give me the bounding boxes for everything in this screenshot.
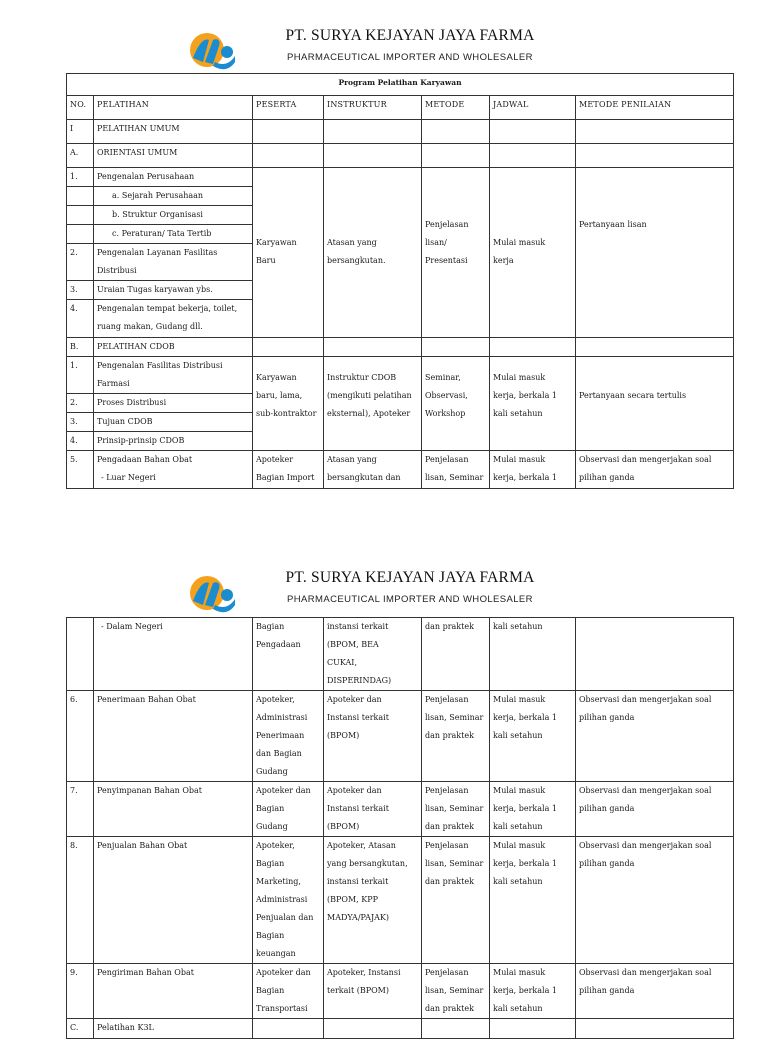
header-pelatihan: PELATIHAN <box>94 96 253 120</box>
training-table-page2 <box>66 617 734 1039</box>
cell-instruktur: instansi terkait (BPOM, BEA CUKAI, DISPERINDAG) <box>324 618 422 691</box>
cell-jadwal: Mulai masuk kerja, berkala 1 kali setahun <box>490 964 576 1019</box>
cell-pelatihan: Penyimpanan Bahan Obat <box>94 782 253 837</box>
table-row <box>67 964 734 1019</box>
section-row <box>67 1019 734 1039</box>
cell-metode: Penjelasan lisan, Seminar dan praktek <box>422 691 490 782</box>
row-number: 4. <box>67 300 94 338</box>
cell-no: 6. <box>67 691 94 782</box>
section-number: B. <box>67 338 94 357</box>
row-subtopic: b. Struktur Organisasi <box>94 206 253 225</box>
company-logo <box>183 32 239 74</box>
cell-instruktur: Apoteker dan Instansi terkait (BPOM) <box>324 782 422 837</box>
header-peserta: PESERTA <box>253 96 324 120</box>
cell-penilaian: Observasi dan mengerjakan soal pilihan ganda <box>576 837 734 964</box>
row-topic: Pengenalan Layanan Fasilitas Distribusi <box>94 244 253 281</box>
cell-instruktur: Atasan yang bersangkutan dan <box>324 451 422 489</box>
section-title: PELATIHAN UMUM <box>94 120 253 144</box>
cell-peserta: Apoteker, Administrasi Penerimaan dan Bagian Gudang <box>253 691 324 782</box>
cell-peserta: Bagian Pengadaan <box>253 618 324 691</box>
cell-penilaian: Observasi dan mengerjakan soal pilihan ganda <box>576 691 734 782</box>
header-instruktur: INSTRUKTUR <box>324 96 422 120</box>
cell-metode: Penjelasan lisan/ Presentasi <box>422 168 490 338</box>
cell-pelatihan: - Dalam Negeri <box>94 618 253 691</box>
cell-jadwal: Mulai masuk kerja, berkala 1 kali setahun <box>490 691 576 782</box>
section-number: A. <box>67 144 94 168</box>
company-name: PT. SURYA KEJAYAN JAYA FARMA <box>285 27 535 44</box>
table-row <box>67 782 734 837</box>
table-row <box>67 451 734 489</box>
section-number: C. <box>67 1019 94 1039</box>
table-caption: Program Pelatihan Karyawan <box>67 74 734 96</box>
row-topic: Proses Distribusi <box>94 394 253 413</box>
logo-blue-dot <box>221 589 233 601</box>
cell-metode: Penjelasan lisan, Seminar dan praktek <box>422 964 490 1019</box>
header-jadwal: JADWAL <box>490 96 576 120</box>
cell-penilaian <box>576 618 734 691</box>
row-number: 3. <box>67 413 94 432</box>
row-subtopic: c. Peraturan/ Tata Tertib <box>94 225 253 244</box>
cell-instruktur: Apoteker, Instansi terkait (BPOM) <box>324 964 422 1019</box>
cell-peserta: Karyawan baru, lama, sub-kontraktor <box>253 357 324 451</box>
company-tagline: PHARMACEUTICAL IMPORTER AND WHOLESALER <box>287 594 533 605</box>
cell-no: 8. <box>67 837 94 964</box>
header-penilaian: METODE PENILAIAN <box>576 96 734 120</box>
table-row <box>67 168 734 187</box>
row-number: 2. <box>67 394 94 413</box>
row-number: 2. <box>67 244 94 281</box>
cell-no <box>67 618 94 691</box>
cell-metode: Penjelasan lisan, Seminar dan praktek <box>422 837 490 964</box>
row-topic: Pengenalan Perusahaan <box>94 168 253 187</box>
cell-pelatihan: Pengiriman Bahan Obat <box>94 964 253 1019</box>
row-number: 4. <box>67 432 94 451</box>
row-topic: Prinsip-prinsip CDOB <box>94 432 253 451</box>
cell-penilaian: Pertanyaan lisan <box>576 168 734 338</box>
section-row <box>67 120 734 144</box>
row-number: 1. <box>67 357 94 394</box>
section-title: PELATIHAN CDOB <box>94 338 253 357</box>
cell-metode: dan praktek <box>422 618 490 691</box>
cell-peserta: Karyawan Baru <box>253 168 324 338</box>
row-subtopic: a. Sejarah Perusahaan <box>94 187 253 206</box>
section-row <box>67 338 734 357</box>
cell-peserta: Apoteker dan Bagian Transportasi <box>253 964 324 1019</box>
cell-pelatihan: Penerimaan Bahan Obat <box>94 691 253 782</box>
row-topic: Pengadaan Bahan Obat - Luar Negeri <box>94 451 253 489</box>
table-row <box>67 618 734 691</box>
cell-instruktur: Apoteker, Atasan yang bersangkutan, instansi terkait (BPOM, KPP MADYA/PAJAK) <box>324 837 422 964</box>
cell-jadwal: kali setahun <box>490 618 576 691</box>
section-title: ORIENTASI UMUM <box>94 144 253 168</box>
cell-penilaian: Observasi dan mengerjakan soal pilihan ganda <box>576 451 734 489</box>
cell-penilaian: Observasi dan mengerjakan soal pilihan ganda <box>576 964 734 1019</box>
cell-jadwal: Mulai masuk kerja, berkala 1 kali setahun <box>490 782 576 837</box>
row-topic: Uraian Tugas karyawan ybs. <box>94 281 253 300</box>
header-metode: METODE <box>422 96 490 120</box>
row-number: 1. <box>67 168 94 187</box>
row-number: 3. <box>67 281 94 300</box>
cell-penilaian: Observasi dan mengerjakan soal pilihan ganda <box>576 782 734 837</box>
cell-instruktur: Instruktur CDOB (mengikuti pelatihan eksternal), Apoteker <box>324 357 422 451</box>
cell-pelatihan: Penjualan Bahan Obat <box>94 837 253 964</box>
section-number: I <box>67 120 94 144</box>
cell-jadwal: Mulai masuk kerja <box>490 168 576 338</box>
cell-metode: Seminar, Observasi, Workshop <box>422 357 490 451</box>
row-topic: Pengenalan Fasilitas Distribusi Farmasi <box>94 357 253 394</box>
section-row <box>67 144 734 168</box>
header-no: NO. <box>67 96 94 120</box>
cell-peserta: Apoteker dan Bagian Gudang <box>253 782 324 837</box>
row-topic: Tujuan CDOB <box>94 413 253 432</box>
table-row <box>67 691 734 782</box>
company-name: PT. SURYA KEJAYAN JAYA FARMA <box>285 569 535 586</box>
company-logo <box>183 575 239 617</box>
table-row <box>67 357 734 394</box>
cell-no: 7. <box>67 782 94 837</box>
cell-peserta: Apoteker Bagian Import <box>253 451 324 489</box>
section-title: Pelatihan K3L <box>94 1019 253 1039</box>
row-number: 5. <box>67 451 94 489</box>
row-topic: Pengenalan tempat bekerja, toilet, ruang makan, Gudang dll. <box>94 300 253 338</box>
table-header-row <box>67 96 734 120</box>
training-table-page1 <box>66 73 734 489</box>
cell-no: 9. <box>67 964 94 1019</box>
cell-instruktur: Atasan yang bersangkutan. <box>324 168 422 338</box>
table-row <box>67 837 734 964</box>
cell-jadwal: Mulai masuk kerja, berkala 1 <box>490 451 576 489</box>
logo-blue-dot <box>221 46 233 58</box>
cell-jadwal: Mulai masuk kerja, berkala 1 kali setahun <box>490 837 576 964</box>
cell-metode: Penjelasan lisan, Seminar <box>422 451 490 489</box>
company-tagline: PHARMACEUTICAL IMPORTER AND WHOLESALER <box>287 52 533 63</box>
cell-jadwal: Mulai masuk kerja, berkala 1 kali setahun <box>490 357 576 451</box>
cell-penilaian: Pertanyaan secara tertulis <box>576 357 734 451</box>
cell-instruktur: Apoteker dan Instansi terkait (BPOM) <box>324 691 422 782</box>
cell-peserta: Apoteker, Bagian Marketing, Administrasi Penjualan dan Bagian keuangan <box>253 837 324 964</box>
cell-metode: Penjelasan lisan, Seminar dan praktek <box>422 782 490 837</box>
